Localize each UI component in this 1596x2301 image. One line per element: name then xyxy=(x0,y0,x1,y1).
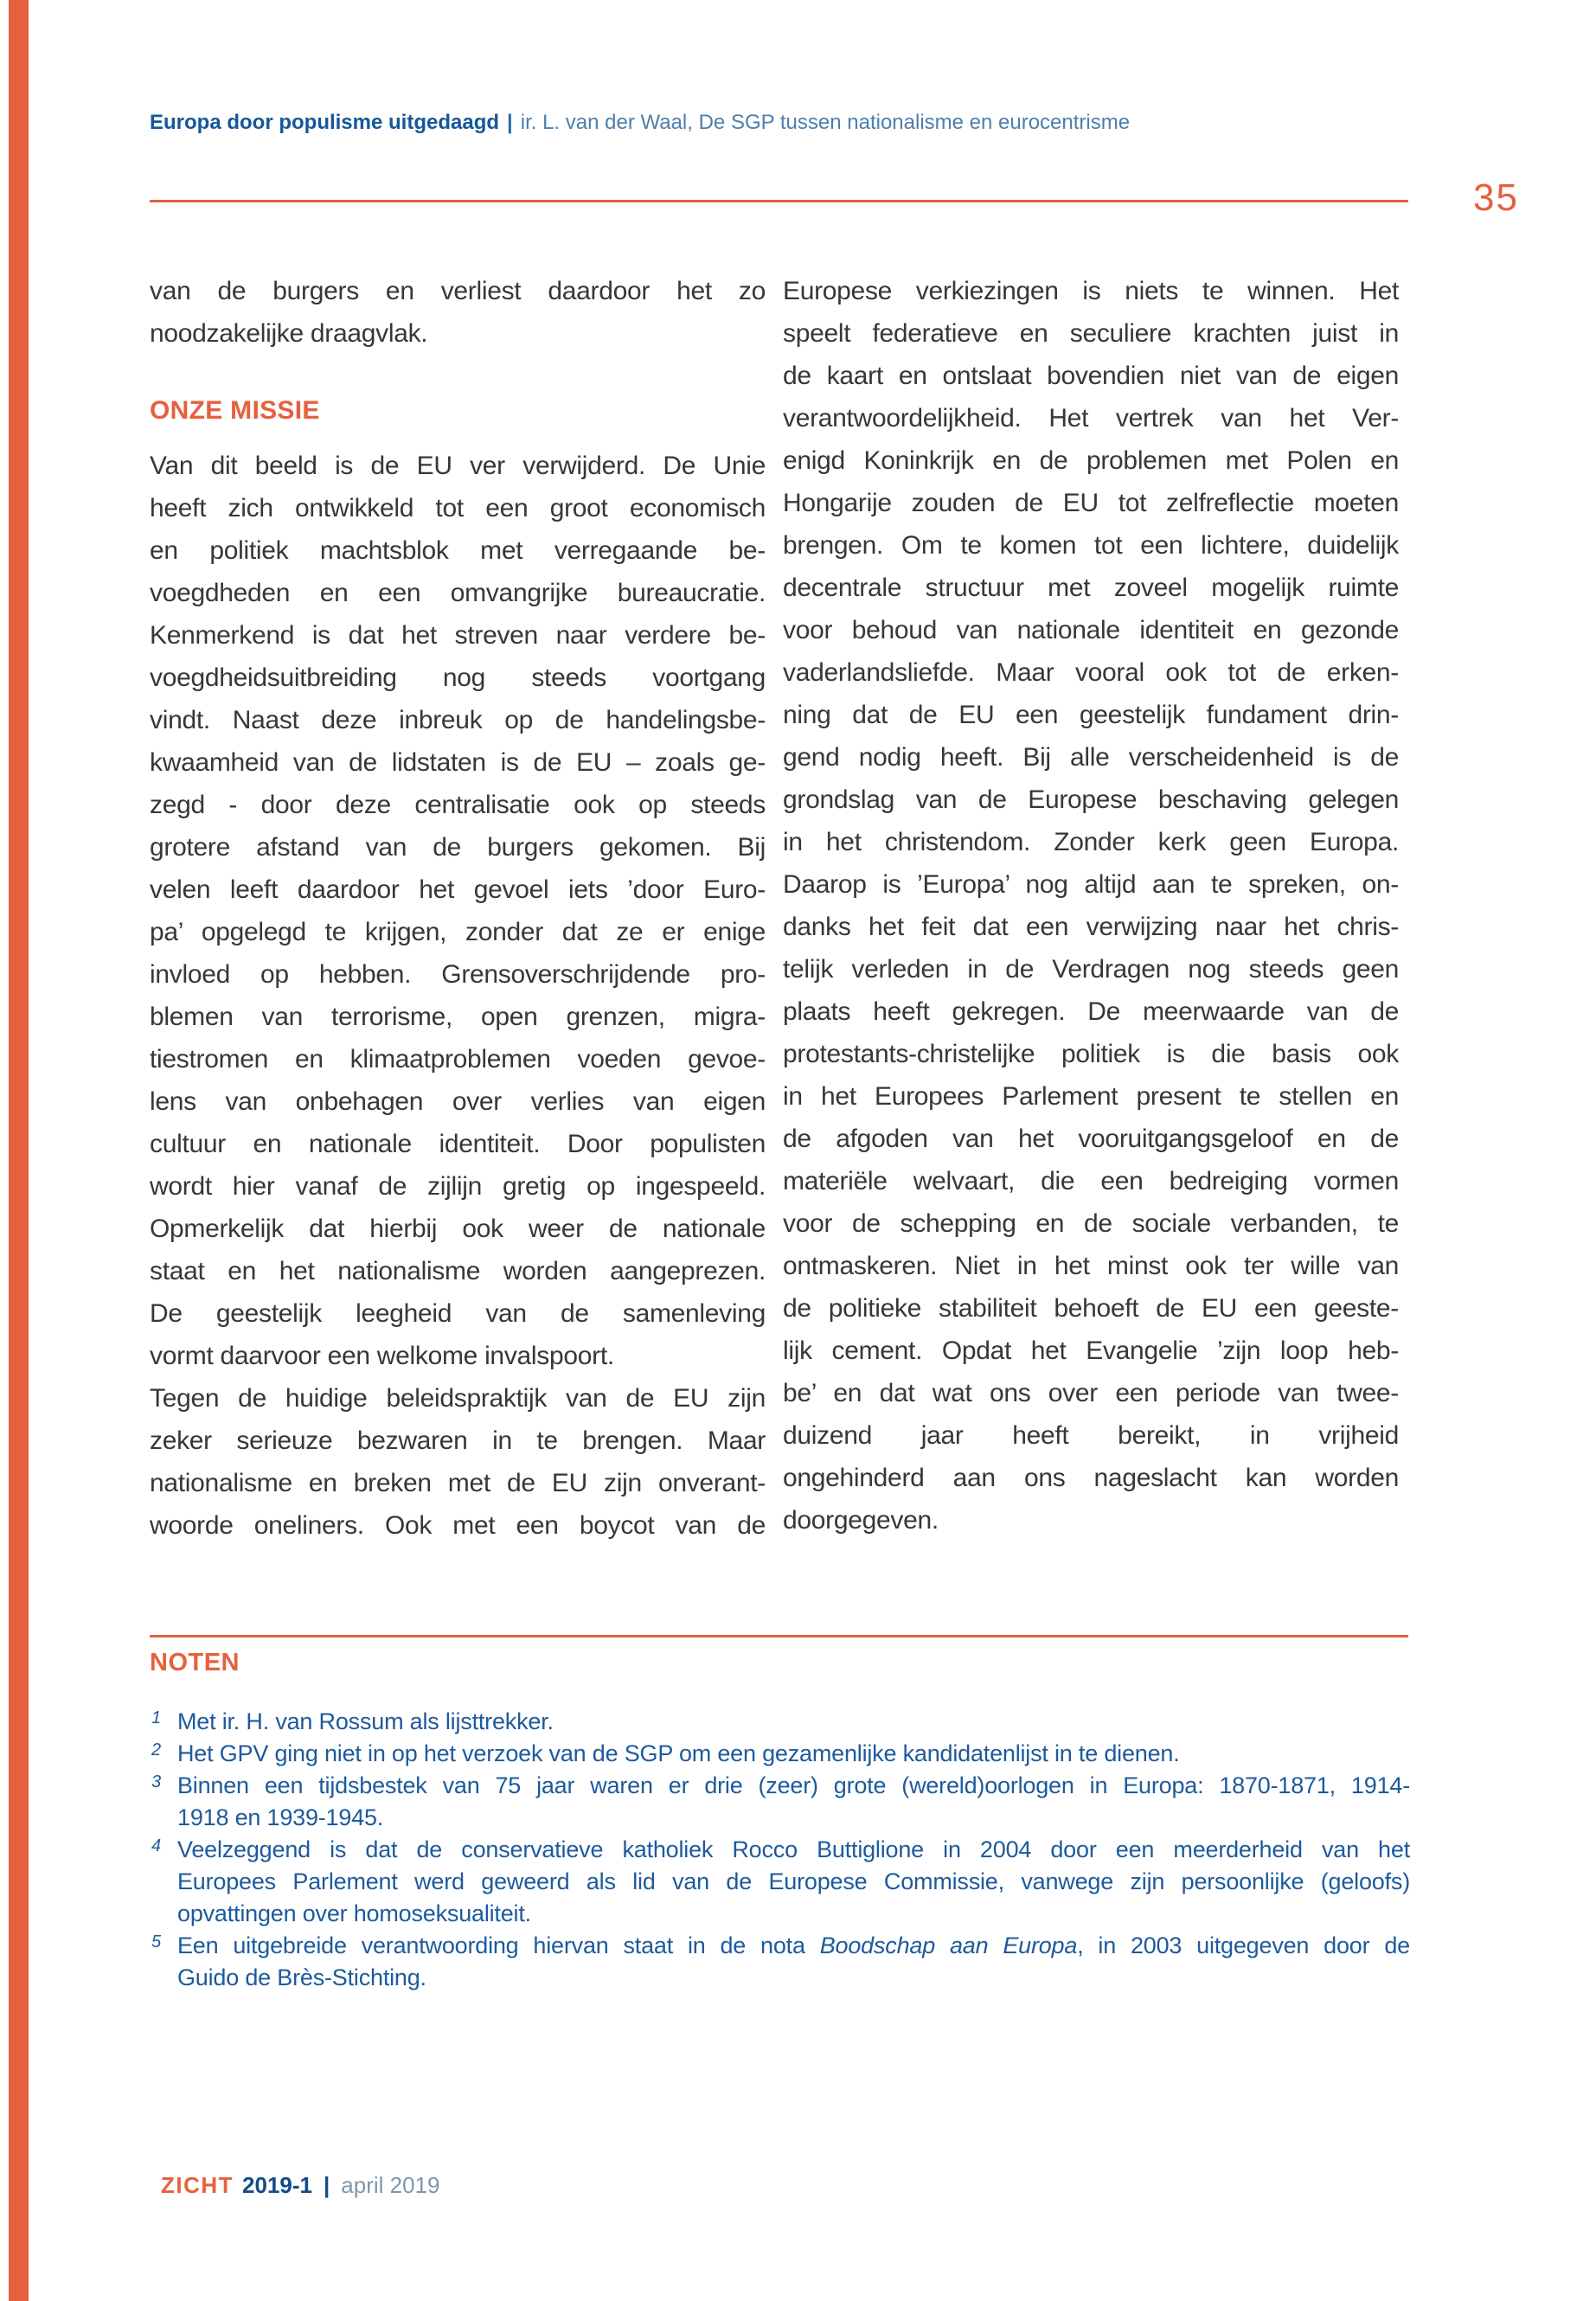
footnote xyxy=(150,1770,1410,1834)
text-line: kwaamheid van de lidstaten is de EU – zoals ge- xyxy=(150,748,766,777)
text-line: be’ en dat wat ons over een periode van twee- xyxy=(783,1379,1399,1407)
footnote-number: 3 xyxy=(151,1772,161,1791)
text-line: Daarop is ’Europa’ nog altijd aan te spreken, on- xyxy=(783,870,1399,899)
text-line: pa’ opgelegd te krijgen, zonder dat ze er enige xyxy=(150,918,766,946)
text-line: vindt. Naast deze inbreuk op de handelingsbe- xyxy=(150,706,766,734)
text-line: woorde oneliners. Ook met een boycot van de xyxy=(150,1511,766,1540)
text-line: blemen van terrorisme, open grenzen, migra- xyxy=(150,1003,766,1031)
text-line: en politiek machtsblok met verregaande be- xyxy=(150,536,766,565)
page-edge-accent-bar xyxy=(9,0,29,2301)
text-line: Van dit beeld is de EU ver verwijderd. De Unie xyxy=(150,452,766,480)
footnote xyxy=(150,1706,1410,1738)
text-line: invloed op hebben. Grensoverschrijdende pro- xyxy=(150,960,766,989)
text-line: Met ir. H. van Rossum als lijsttrekker. xyxy=(177,1708,554,1734)
text-line: opvattingen over homoseksualiteit. xyxy=(177,1900,531,1926)
section-heading: ONZE MISSIE xyxy=(150,396,320,425)
running-header xyxy=(150,111,1130,135)
text-column-right xyxy=(783,270,1399,1541)
text-line: decentrale structuur met zoveel mogelijk ruimte xyxy=(783,574,1399,602)
issue-number: 2019-1 xyxy=(242,2172,313,2198)
header-rule xyxy=(150,200,1408,202)
text-line: Kenmerkend is dat het streven naar verdere be- xyxy=(150,621,766,650)
text-line: Veelzeggend is dat de conservatieve katholiek Rocco Buttiglione in 2004 door een meerderheid van het xyxy=(177,1836,1410,1862)
text-line: telijk verleden in de Verdragen nog steeds geen xyxy=(783,955,1399,984)
text-line: voegdheden en een omvangrijke bureaucratie. xyxy=(150,579,766,607)
text-line: ontmaskeren. Niet in het minst ook ter wille van xyxy=(783,1252,1399,1280)
magazine-brand: ZICHT xyxy=(161,2172,234,2198)
text-line: Tegen de huidige beleidspraktijk van de EU zijn xyxy=(150,1384,766,1413)
text-line: enigd Koninkrijk en de problemen met Polen en xyxy=(783,446,1399,475)
footnote-number: 1 xyxy=(151,1708,161,1727)
text-line: Europees Parlement werd geweerd als lid van de Europese Commissie, vanwege zijn persoonlijke (geloofs) xyxy=(177,1868,1410,1894)
text-line: de kaart en ontslaat bovendien niet van de eigen xyxy=(783,362,1399,390)
text-line: plaats heeft gekregen. De meerwaarde van de xyxy=(783,997,1399,1026)
footnote xyxy=(150,1930,1410,1994)
text-line: gend nodig heeft. Bij alle verscheidenheid is de xyxy=(783,743,1399,772)
text-line: heeft zich ontwikkeld tot een groot economisch xyxy=(150,494,766,522)
text-line: ning dat de EU een geestelijk fundament drin- xyxy=(783,701,1399,729)
text-line: verantwoordelijkheid. Het vertrek van het Ver- xyxy=(783,404,1399,433)
text-line: wordt hier vanaf de zijlijn gretig op ingespeeld. xyxy=(150,1172,766,1201)
text-line: grotere afstand van de burgers gekomen. Bij xyxy=(150,833,766,862)
paragraph xyxy=(150,445,766,1547)
text-line: grondslag van de Europese beschaving gelegen xyxy=(783,785,1399,814)
page-footer xyxy=(161,2172,440,2199)
paragraph xyxy=(150,270,766,355)
text-line: Opmerkelijk dat hierbij ook weer de nationale xyxy=(150,1215,766,1243)
text-line: cultuur en nationale identiteit. Door populisten xyxy=(150,1130,766,1158)
text-line: voegdheidsuitbreiding nog steeds voortgang xyxy=(150,663,766,692)
notes-rule xyxy=(150,1635,1408,1638)
text-line: lens van onbehagen over verlies van eigen xyxy=(150,1087,766,1116)
text-line: De geestelijk leegheid van de samenleving xyxy=(150,1299,766,1328)
text-line: Guido de Brès-Stichting. xyxy=(177,1965,426,1990)
text-column-left xyxy=(150,270,766,1547)
text-line: velen leeft daardoor het gevoel iets ’door Euro- xyxy=(150,875,766,904)
text-line: in het Europees Parlement present te stellen en xyxy=(783,1082,1399,1111)
text-line: de politieke stabiliteit behoeft de EU een geeste- xyxy=(783,1294,1399,1323)
text-line: Europese verkiezingen is niets te winnen. Het xyxy=(783,277,1399,305)
text-line: noodzakelijke draagvlak. xyxy=(150,319,428,348)
footnote-number: 2 xyxy=(151,1740,161,1759)
text-line: vormt daarvoor een welkome invalspoort. xyxy=(150,1342,614,1370)
text-line: tiestromen en klimaatproblemen voeden gevoe- xyxy=(150,1045,766,1074)
text-line: brengen. Om te komen tot een lichtere, duidelijk xyxy=(783,531,1399,560)
footnotes xyxy=(150,1706,1410,1994)
text-line: Binnen een tijdsbestek van 75 jaar waren er drie (zeer) grote (wereld)oorlogen in Europa: 1870-1871, 1914- xyxy=(177,1772,1410,1798)
text-line: voor de schepping en de sociale verbanden, te xyxy=(783,1209,1399,1238)
text-line: zegd - door deze centralisatie ook op steeds xyxy=(150,791,766,819)
text-line: duizend jaar heeft bereikt, in vrijheid xyxy=(783,1421,1399,1450)
text-line: Het GPV ging niet in op het verzoek van de SGP om een gezamenlijke kandidatenlijst in te dienen. xyxy=(177,1740,1180,1766)
text-line: voor behoud van nationale identiteit en gezonde xyxy=(783,616,1399,644)
text-line: zeker serieuze bezwaren in te brengen. Maar xyxy=(150,1426,766,1455)
spacer xyxy=(150,355,766,389)
text-line: doorgegeven. xyxy=(783,1506,939,1535)
article-title: Europa door populisme uitgedaagd xyxy=(150,111,500,134)
footnote xyxy=(150,1738,1410,1770)
header-separator: | xyxy=(507,111,513,134)
text-line: 1918 en 1939-1945. xyxy=(177,1804,384,1830)
spacer xyxy=(150,432,766,445)
text-line: nationalisme en breken met de EU zijn onverant- xyxy=(150,1469,766,1497)
text-line: materiële welvaart, die een bedreiging vormen xyxy=(783,1167,1399,1195)
footnote xyxy=(150,1834,1410,1930)
notes-heading: NOTEN xyxy=(150,1649,240,1676)
footnote-number: 5 xyxy=(151,1932,161,1952)
text-line: danks het feit dat een verwijzing naar het chris- xyxy=(783,913,1399,941)
text-line: lijk cement. Opdat het Evangelie ’zijn loop heb- xyxy=(783,1336,1399,1365)
page-number: 35 xyxy=(1473,176,1519,219)
text-line: vaderlandsliefde. Maar vooral ook tot de erken- xyxy=(783,658,1399,687)
text-line: de afgoden van het vooruitgangsgeloof en de xyxy=(783,1125,1399,1153)
paragraph xyxy=(783,270,1399,1541)
text-line: ongehinderd aan ons nageslacht kan worden xyxy=(783,1464,1399,1492)
text-line: protestants-christelijke politiek is die basis ook xyxy=(783,1040,1399,1068)
footer-separator: | xyxy=(324,2172,330,2198)
text-line: speelt federatieve en seculiere krachten juist in xyxy=(783,319,1399,348)
footnote-number: 4 xyxy=(151,1836,161,1856)
issue-date: april 2019 xyxy=(341,2172,440,2198)
text-line: in het christendom. Zonder kerk geen Europa. xyxy=(783,828,1399,856)
text-line: Een uitgebreide verantwoording hiervan staat in de nota Boodschap aan Europa, in 2003 uitgegeven door de xyxy=(177,1932,1410,1958)
text-line: van de burgers en verliest daardoor het zo xyxy=(150,277,766,305)
text-line: staat en het nationalisme worden aangeprezen. xyxy=(150,1257,766,1285)
article-subtitle: ir. L. van der Waal, De SGP tussen nationalisme en eurocentrisme xyxy=(520,111,1131,134)
text-line: Hongarije zouden de EU tot zelfreflectie moeten xyxy=(783,489,1399,517)
